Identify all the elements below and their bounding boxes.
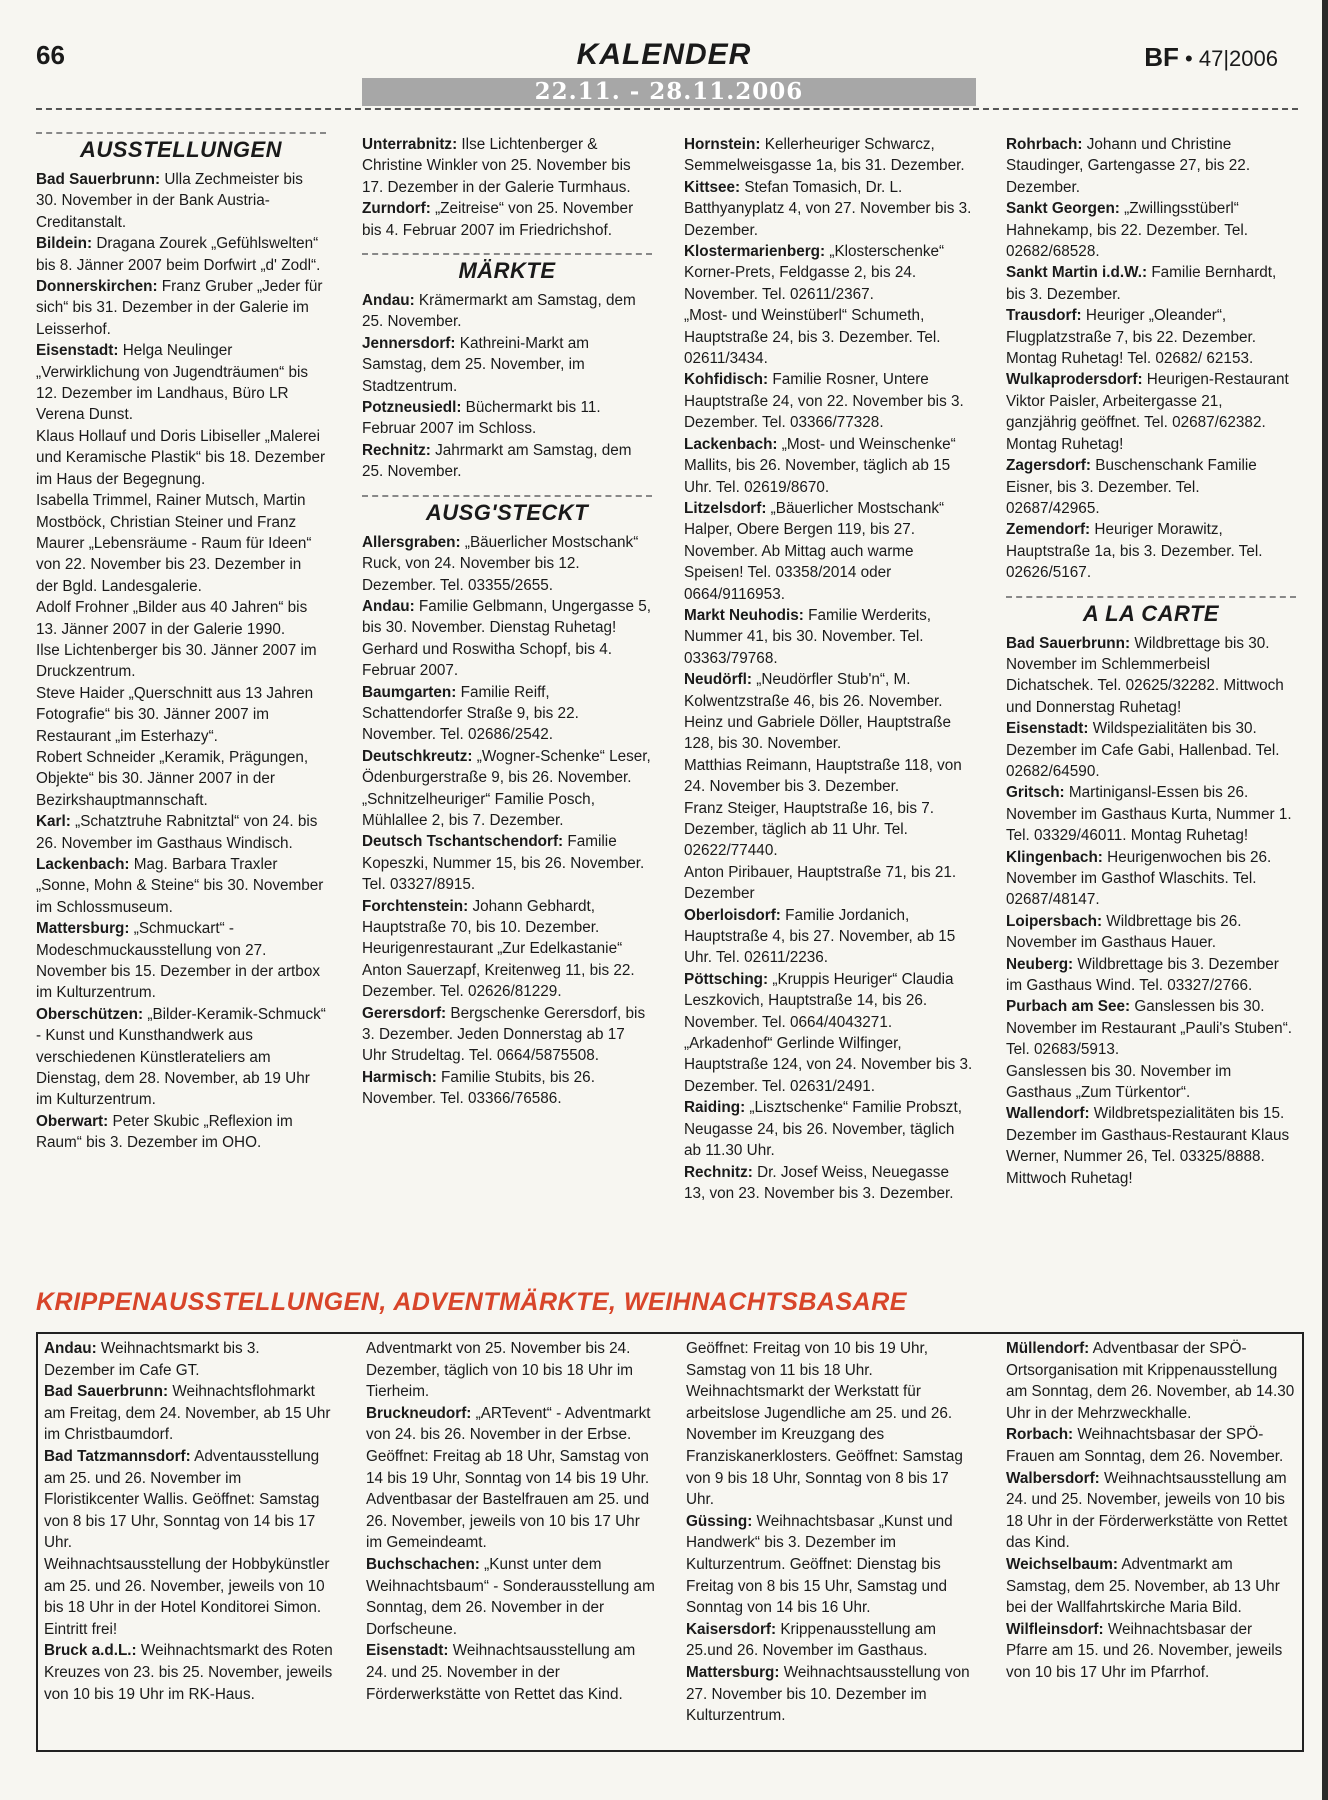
place-name: Bildein:	[36, 235, 93, 253]
listing-text: Jahrmarkt am Samstag, dem 25. November.	[362, 441, 632, 481]
listing-entry	[362, 1067, 652, 1110]
listing-text: „Bilder-Keramik-Schmuck“ - Kunst und Kunsthandwerk aus verschiedenen Künstlerateliers am Dienstag, dem 28. November, ab 19 Uhr im Kulturzentrum.	[36, 1005, 326, 1109]
page-number: 66	[36, 40, 65, 70]
listing-entry	[362, 896, 652, 939]
listing-entry	[36, 747, 326, 811]
listing-entry	[1006, 1424, 1296, 1467]
issue-number: 47|2006	[1198, 46, 1278, 71]
section-header-ausstellungen	[36, 132, 326, 165]
listing-entry	[362, 397, 652, 440]
listing-text: Geöffnet: Freitag von 10 bis 19 Uhr, Samstag von 11 bis 18 Uhr.	[686, 1340, 929, 1379]
listing-entry	[684, 755, 974, 798]
listing-entry	[44, 1554, 334, 1640]
place-name: Karl:	[36, 813, 71, 831]
listing-text: Heurigenwochen bis 26. November im Gasthof Wlaschits. Tel. 02687/48147.	[1006, 848, 1272, 909]
section-title: A LA CARTE	[1082, 600, 1220, 626]
listing-text: Weihnachtsausstellung von 27. November bis 10. Dezember im Kulturzentrum.	[686, 1663, 970, 1725]
listing-entry	[684, 241, 974, 305]
listing-entry	[362, 333, 652, 397]
listing-text: Ilse Lichtenberger bis 30. Jänner 2007 im Druckzentrum.	[36, 641, 317, 681]
listing-entry	[1006, 911, 1296, 954]
place-name: Loipersbach:	[1006, 912, 1103, 930]
place-name: Allersgraben:	[362, 533, 461, 551]
place-name: Zemendorf:	[1006, 521, 1091, 539]
place-name: Purbach am See:	[1006, 998, 1131, 1016]
place-name: Andau:	[362, 292, 415, 310]
place-name: Oberschützen:	[36, 1005, 144, 1023]
listing-text: Familie Reiff, Schattendorfer Straße 9, bis 22. November. Tel. 02686/2542.	[362, 683, 579, 744]
column-2	[362, 134, 652, 1110]
place-name: Eisenstadt:	[36, 342, 119, 360]
listing-text: Weihnachtsausstellung am 24. und 25. November, jeweils von 10 bis 18 Uhr in der Förderwerkstätte von Rettet das Kind.	[1006, 1469, 1288, 1552]
listing-entry	[686, 1381, 976, 1511]
listing-entry	[36, 597, 326, 640]
listing-group	[36, 169, 326, 1154]
listing-text: Weihnachtsflohmarkt am Freitag, dem 24. November, ab 15 Uhr im Christbaumdorf.	[44, 1383, 331, 1444]
listing-text: Johann und Christine Staudinger, Gartengasse 27, bis 22. Dezember.	[1006, 136, 1251, 196]
listing-text: Franz Steiger, Hauptstraße 16, bis 7. Dezember, täglich ab 11 Uhr. Tel. 02622/77440.	[684, 799, 934, 860]
listing-text: Mag. Barbara Traxler „Sonne, Mohn & Steine“ bis 30. November im Schlossmuseum.	[36, 856, 324, 916]
place-name: Kittsee:	[684, 178, 741, 196]
listing-text: Familie Werderits, Nummer 41, bis 30. November. Tel. 03363/79768.	[684, 606, 932, 667]
place-name: Forchtenstein:	[362, 897, 469, 915]
listing-entry	[684, 1162, 974, 1205]
listing-text: Anton Piribauer, Hauptstraße 71, bis 21. Dezember	[684, 863, 957, 903]
listing-entry	[36, 340, 326, 426]
brand-logo: BF	[1144, 42, 1179, 72]
listing-text: „Zwillingsstüberl“ Hahnekamp, bis 22. Dezember. Tel. 02682/68528.	[1006, 200, 1249, 261]
listing-entry	[362, 831, 652, 895]
listing-entry	[362, 290, 652, 333]
listing-text: „Wogner-Schenke“ Leser, Ödenburgerstraße 9, bis 26. November.	[362, 747, 651, 787]
listing-text: Familie Bernhardt, bis 3. Dezember.	[1006, 264, 1277, 303]
header-divider	[36, 108, 1298, 110]
listing-text: Heurigen-Restaurant Viktor Paisler, Arbeitergasse 21, ganzjährig geöffnet. Tel. 02687/62382. Montag Ruhetag!	[1006, 371, 1289, 453]
listing-entry	[36, 169, 326, 233]
listing-entry	[684, 712, 974, 755]
place-name: Deutsch Tschantschendorf:	[362, 833, 564, 851]
listing-entry	[1006, 718, 1296, 782]
listing-text: Weihnachtsmarkt der Werkstatt für arbeitslose Jugendliche am 25. und 26. November im Kreuzgang des Franziskanerklosters. Geöffnet: Samstag von 9 bis 18 Uhr, Sonntag von 8 bis 17 Uhr.	[686, 1383, 963, 1509]
listing-text: Wildbrettage bis 3. Dezember im Gasthaus Wind. Tel. 03327/2766.	[1006, 955, 1279, 995]
listing-entry	[684, 669, 974, 712]
listing-text: Bergschenke Gerersdorf, bis 3. Dezember. Jeden Donnerstag ab 17 Uhr Strudeltag. Tel. 0664/5875508.	[362, 1004, 646, 1065]
place-name: Wilfleinsdorf:	[1006, 1620, 1104, 1638]
listing-entry	[36, 683, 326, 747]
listing-entry	[1006, 847, 1296, 911]
listing-text: Adventmarkt am Samstag, dem 25. November, ab 13 Uhr bei der Wallfahrtskirche Maria Bild.	[1006, 1555, 1280, 1617]
section-header-alacarte	[1006, 596, 1296, 629]
listing-entry	[1006, 1061, 1296, 1104]
listing-text: Franz Gruber „Jeder für sich“ bis 31. Dezember in der Galerie im Leisserhof.	[36, 278, 323, 338]
listing-text: Kellerheuriger Schwarcz, Semmelweisgasse 1a, bis 31. Dezember.	[684, 136, 965, 175]
listing-entry	[1006, 1554, 1296, 1619]
listing-text: Ilse Lichtenberger & Christine Winkler von 25. November bis 17. Dezember in der Galerie Turmhaus.	[362, 136, 631, 196]
listing-text: Klaus Hollauf und Doris Libiseller „Malerei und Keramische Plastik“ bis 18. Dezember im Haus der Begegnung.	[36, 427, 326, 488]
listing-group	[1006, 1338, 1296, 1684]
listing-text: Gerhard und Roswitha Schopf, bis 4. Februar 2007.	[362, 640, 612, 680]
place-name: Pöttsching:	[684, 970, 769, 988]
listing-entry	[1006, 1103, 1296, 1189]
place-name: Bad Sauerbrunn:	[36, 171, 161, 188]
listing-entry	[684, 798, 974, 862]
listing-entry	[362, 682, 652, 746]
place-name: Gerersdorf:	[362, 1004, 447, 1022]
place-name: Zagersdorf:	[1006, 457, 1091, 475]
listing-text: Weihnachtsbasar der SPÖ-Frauen am Sonntag, dem 26. November.	[1006, 1426, 1284, 1465]
listing-entry	[362, 596, 652, 639]
listing-entry	[684, 434, 974, 498]
listing-entry	[1006, 369, 1296, 455]
page-title: KALENDER	[576, 38, 752, 71]
place-name: Harmisch:	[362, 1068, 437, 1086]
listing-group	[366, 1338, 656, 1705]
place-name: Trausdorf:	[1006, 307, 1082, 325]
place-name: Jennersdorf:	[362, 334, 456, 352]
listing-entry	[36, 640, 326, 683]
place-name: Litzelsdorf:	[684, 499, 767, 517]
listing-group	[684, 134, 974, 1204]
listing-entry	[684, 1097, 974, 1161]
listing-text: Heurigenrestaurant „Zur Edelkastanie“ Anton Sauerzapf, Kreitenweg 11, bis 22. Dezember. Tel. 02626/81229.	[362, 940, 635, 1001]
listing-text: Krippenausstellung am 25.und 26. November im Gasthaus.	[686, 1620, 936, 1660]
listing-entry	[36, 276, 326, 340]
listing-entry	[684, 605, 974, 669]
listing-entry	[684, 134, 974, 177]
listing-text: Ganslessen bis 30. November im Gasthaus „Zum Türkentor“.	[1006, 1062, 1232, 1102]
listing-entry	[1006, 519, 1296, 583]
listing-entry	[1006, 1619, 1296, 1684]
listing-entry	[1006, 633, 1296, 719]
listing-entry	[36, 490, 326, 597]
listing-text: Matthias Reimann, Hauptstraße 118, von 24. November bis 3. Dezember.	[684, 756, 962, 796]
place-name: Potzneusiedl:	[362, 399, 462, 417]
listing-text: „Bäuerlicher Mostschank“ Ruck, von 24. November bis 12. Dezember. Tel. 03355/2655.	[362, 533, 639, 594]
listing-entry	[36, 811, 326, 854]
place-name: Raiding:	[684, 1099, 746, 1117]
place-name: Gritsch:	[1006, 784, 1065, 802]
listing-entry	[1006, 305, 1296, 369]
listing-text: „Most- und Weinschenke“ Mallits, bis 26. November, täglich ab 15 Uhr. Tel. 02619/8670.	[684, 435, 956, 496]
listing-text: Adventbasar der Bastelfrauen am 25. und 26. November, jeweils von 10 bis 17 Uhr im Gemeindeamt.	[366, 1491, 650, 1552]
place-name: Oberwart:	[36, 1112, 109, 1130]
listing-entry	[1006, 1338, 1296, 1424]
issue-info	[1144, 42, 1278, 73]
listing-entry	[366, 1554, 656, 1640]
listing-entry	[684, 969, 974, 1033]
column-4	[1006, 134, 1296, 1189]
place-name: Andau:	[362, 597, 415, 615]
place-name: Lackenbach:	[36, 856, 130, 873]
place-name: Hornstein:	[684, 136, 761, 153]
listing-entry	[1006, 134, 1296, 198]
listing-entry	[1006, 1468, 1296, 1554]
listing-text: Adolf Frohner „Bilder aus 40 Jahren“ bis 13. Jänner 2007 in der Galerie 1990.	[36, 599, 308, 638]
place-name: Unterrabnitz:	[362, 136, 458, 153]
place-name: Bad Sauerbrunn:	[1006, 634, 1131, 652]
place-name: Mattersburg:	[36, 920, 130, 938]
listing-text: „Lisztschenke“ Familie Probszt, Neugasse 24, bis 26. November, täglich ab 11.30 Uhr.	[684, 1099, 962, 1160]
listing-text: Wildbrettage bis 26. November im Gasthaus Hauer.	[1006, 912, 1242, 952]
listing-text: „Arkadenhof“ Gerlinde Wilfinger, Hauptstraße 124, von 24. November bis 3. Dezember. Tel. 02631/2491.	[684, 1035, 973, 1095]
listing-text: Martinigansl-Essen bis 26. November im Gasthaus Kurta, Nummer 1. Tel. 03329/46011. Montag Ruhetag!	[1006, 784, 1292, 845]
listing-text: Helga Neulinger „Verwirklichung von Jugendträumen“ bis 12. Dezember im Landhaus, Büro LR Verena Dunst.	[36, 342, 309, 424]
place-name: Neuberg:	[1006, 955, 1074, 973]
listing-entry	[1006, 782, 1296, 846]
listing-text: Büchermarkt bis 11. Februar 2007 im Schloss.	[362, 399, 601, 438]
listing-entry	[362, 198, 652, 241]
place-name: Rorbach:	[1006, 1426, 1074, 1444]
place-name: Sankt Martin i.d.W.:	[1006, 264, 1148, 282]
place-name: Wallendorf:	[1006, 1105, 1090, 1123]
listing-entry	[44, 1446, 334, 1554]
place-name: Müllendorf:	[1006, 1340, 1090, 1357]
listing-text: Krämermarkt am Samstag, dem 25. November.	[362, 292, 636, 331]
listing-text: Familie Kopeszki, Nummer 15, bis 26. November. Tel. 03327/8915.	[362, 833, 645, 894]
listing-text: Heuriger „Oleander“, Flugplatzstraße 7, bis 22. Dezember. Montag Ruhetag! Tel. 02682/ 62153.	[1006, 307, 1256, 368]
place-name: Rechnitz:	[684, 1163, 753, 1181]
place-name: Bruckneudorf:	[366, 1404, 472, 1422]
place-name: Baumgarten:	[362, 683, 457, 701]
listing-entry	[684, 305, 974, 369]
listing-text: Ganslessen bis 30. November im Restaurant „Pauli's Stuben“. Tel. 02683/5913.	[1006, 998, 1293, 1059]
listing-text: Kathreini-Markt am Samstag, dem 25. November, im Stadtzentrum.	[362, 334, 589, 395]
bottom-column-2	[366, 1338, 656, 1705]
listing-entry	[684, 177, 974, 241]
listing-text: Adventmarkt von 25. November bis 24. Dezember, täglich von 10 bis 18 Uhr im Tierheim.	[366, 1340, 633, 1401]
place-name: Bad Sauerbrunn:	[44, 1383, 169, 1401]
listing-entry	[686, 1662, 976, 1727]
listing-text: Familie Stubits, bis 26. November. Tel. 03366/76586.	[362, 1068, 595, 1108]
place-name: Rohrbach:	[1006, 136, 1083, 153]
place-name: Zurndorf:	[362, 200, 431, 218]
listing-text: Wildspezialitäten bis 30. Dezember im Cafe Gabi, Hallenbad. Tel. 02682/64590.	[1006, 720, 1280, 780]
listing-entry	[686, 1338, 976, 1381]
listing-text: Weihnachtsbasar der Pfarre am 15. und 26. November, jeweils von 10 bis 17 Uhr im Pfarrhof.	[1006, 1620, 1283, 1681]
listing-text: „Neudörfler Stub'n“, M. Kolwentzstraße 46, bis 26. November.	[684, 671, 943, 710]
listing-group	[362, 532, 652, 1110]
listing-text: Weihnachtsmarkt bis 3. Dezember im Cafe GT.	[44, 1340, 260, 1379]
place-name: Wulkaprodersdorf:	[1006, 371, 1143, 389]
listing-group	[686, 1338, 976, 1727]
place-name: Güssing:	[686, 1512, 753, 1530]
place-name: Klostermarienberg:	[684, 243, 826, 261]
place-name: Eisenstadt:	[1006, 720, 1089, 738]
listing-entry	[1006, 262, 1296, 305]
section-header-ausgsteckt	[362, 495, 652, 528]
listing-text: Wildbretspezialitäten bis 15. Dezember im Gasthaus-Restaurant Klaus Werner, Nummer 26, Tel. 03325/8888. Mittwoch Ruhetag!	[1006, 1105, 1290, 1187]
listing-entry	[44, 1381, 334, 1446]
date-range-band: 22.11. - 28.11.2006	[362, 78, 976, 106]
place-name: Bad Tatzmannsdorf:	[44, 1447, 191, 1465]
listing-text: Adventbasar der SPÖ-Ortsorganisation mit Krippenausstellung am Sonntag, dem 26. November, ab 14.30 Uhr in der Mehrzweckhalle.	[1006, 1340, 1295, 1422]
listing-group	[44, 1338, 334, 1705]
krippen-heading: KRIPPENAUSSTELLUNGEN, ADVENTMÄRKTE, WEIHNACHTSBASARE	[36, 1288, 907, 1316]
column-1	[36, 134, 326, 1154]
listing-text: Familie Gelbmann, Ungergasse 5, bis 30. November. Dienstag Ruhetag!	[362, 597, 652, 637]
listing-entry	[684, 369, 974, 433]
place-name: Weichselbaum:	[1006, 1555, 1118, 1573]
listing-text: Weihnachtsbasar „Kunst und Handwerk“ bis 3. Dezember im Kulturzentrum. Geöffnet: Dienstag bis Freitag von 8 bis 15 Uhr, Samstag und Sonntag von 14 bis 16 Uhr.	[686, 1512, 953, 1617]
bottom-column-3	[686, 1338, 976, 1727]
listing-text: Wildbrettage bis 30. November im Schlemmerbeisl Dichatschek. Tel. 02625/32282. Mittwoch und Donnerstag Ruhetag!	[1006, 634, 1284, 716]
listing-text: „Kunst unter dem Weihnachtsbaum“ - Sonderausstellung am Sonntag, dem 26. November in der Dorfscheune.	[366, 1555, 655, 1638]
listing-text: „Schmuckart“ - Modeschmuckausstellung von 27. November bis 15. Dezember in der artbox im Kulturzentrum.	[36, 920, 320, 1002]
listing-entry	[362, 440, 652, 483]
place-name: Donnerskirchen:	[36, 278, 158, 296]
place-name: Buchschachen:	[366, 1555, 480, 1573]
listing-entry	[362, 938, 652, 1002]
listing-text: Dr. Josef Weiss, Neuegasse 13, von 23. November bis 3. Dezember.	[684, 1163, 954, 1202]
listing-entry	[362, 746, 652, 789]
listing-entry	[686, 1619, 976, 1662]
listing-entry	[36, 854, 326, 918]
listing-text: „Bäuerlicher Mostschank“ Halper, Obere Bergen 119, bis 27. November. Ab Mittag auch warme Speisen! Tel. 03358/2014 oder 0664/9116953.	[684, 499, 945, 603]
place-name: Kohfidisch:	[684, 371, 769, 389]
section-title: AUSG'STECKT	[425, 499, 589, 525]
listing-entry	[362, 532, 652, 596]
place-name: Deutschkreutz:	[362, 747, 473, 765]
listing-text: „Klosterschenke“ Korner-Prets, Feldgasse 2, bis 24. November. Tel. 02611/2367.	[684, 243, 945, 303]
listing-entry	[362, 1003, 652, 1067]
page-edge-shadow	[1322, 0, 1328, 1800]
place-name: Sankt Georgen:	[1006, 200, 1120, 218]
section-header-maerkte	[362, 253, 652, 286]
section-title: AUSSTELLUNGEN	[79, 137, 283, 162]
listing-text: Heuriger Morawitz, Hauptstraße 1a, bis 3. Dezember. Tel. 02626/5167.	[1006, 521, 1263, 582]
listing-entry	[362, 639, 652, 682]
listing-text: Ulla Zechmeister bis 30. November in der Bank Austria-Creditanstalt.	[36, 171, 303, 231]
listing-text: Familie Jordanich, Hauptstraße 4, bis 27. November, ab 15 Uhr. Tel. 02611/2236.	[684, 906, 956, 967]
place-name: Markt Neuhodis:	[684, 606, 804, 624]
column-3	[684, 134, 974, 1204]
listing-group	[1006, 134, 1296, 584]
listing-entry	[44, 1640, 334, 1705]
listing-text: Peter Skubic „Reflexion im Raum“ bis 3. Dezember im OHO.	[36, 1112, 293, 1152]
listing-text: Steve Haider „Querschnitt aus 13 Jahren Fotografie“ bis 30. Jänner 2007 im Restaurant „im Esterhazy“.	[36, 684, 314, 745]
listing-text: Buschenschank Familie Eisner, bis 3. Dezember. Tel. 02687/42965.	[1006, 457, 1257, 517]
listing-entry	[686, 1511, 976, 1619]
place-name: Andau:	[44, 1340, 97, 1357]
place-name: Oberloisdorf:	[684, 906, 781, 924]
listing-entry	[362, 789, 652, 832]
listing-entry	[366, 1640, 656, 1705]
listing-entry	[684, 1033, 974, 1097]
place-name: Kaisersdorf:	[686, 1620, 777, 1638]
listing-text: Isabella Trimmel, Rainer Mutsch, Martin Mostböck, Christian Steiner und Franz Maurer „Lebensräume - Raum für Ideen“ von 22. November bis 23. Dezember in der Bgld. Landesgalerie.	[36, 492, 312, 595]
listing-text: Weihnachtsausstellung der Hobbykünstler am 25. und 26. November, jeweils von 10 bis 18 Uhr in der Hotel Konditorei Simon. Eintritt frei!	[44, 1555, 330, 1638]
place-name: Lackenbach:	[684, 435, 778, 453]
listing-entry	[36, 1111, 326, 1154]
listing-text: Dragana Zourek „Gefühlswelten“ bis 8. Jänner 2007 beim Dorfwirt „d' Zodl“.	[36, 235, 321, 274]
bottom-column-4	[1006, 1338, 1296, 1684]
bottom-column-1	[44, 1338, 334, 1705]
listing-text: Weihnachtsausstellung am 24. und 25. November in der Förderwerkstätte von Rettet das Kind.	[366, 1642, 636, 1703]
listing-text: Robert Schneider „Keramik, Prägungen, Objekte“ bis 30. Jänner 2007 in der Bezirkshauptmannschaft.	[36, 748, 309, 809]
listing-text: „Most- und Weinstüberl“ Schumeth, Hauptstraße 24, bis 3. Dezember. Tel. 02611/3434.	[684, 307, 941, 368]
listing-entry	[36, 426, 326, 490]
listing-entry	[362, 134, 652, 198]
listing-entry	[366, 1403, 656, 1489]
listing-text: Stefan Tomasich, Dr. L. Batthyanyplatz 4, von 27. November bis 3. Dezember.	[684, 178, 972, 239]
listing-text: „ARTevent“ - Adventmarkt von 24. bis 26. November in der Erbse. Geöffnet: Freitag ab 18 Uhr, Samstag von 14 bis 19 Uhr, Sonntag von 14 bis 19 Uhr.	[366, 1404, 651, 1487]
place-name: Mattersburg:	[686, 1663, 780, 1681]
listing-group	[362, 290, 652, 483]
listing-entry	[1006, 954, 1296, 997]
listing-group	[362, 134, 652, 241]
listing-entry	[36, 233, 326, 276]
place-name: Klingenbach:	[1006, 848, 1103, 866]
place-name: Rechnitz:	[362, 441, 431, 459]
listing-text: Weihnachtsmarkt des Roten Kreuzes von 23. bis 25. November, jeweils von 10 bis 19 Uhr im RK-Haus.	[44, 1642, 333, 1703]
listing-entry	[44, 1338, 334, 1381]
listing-text: Heinz und Gabriele Döller, Hauptstraße 128, bis 30. November.	[684, 713, 951, 753]
listing-entry	[684, 498, 974, 605]
place-name: Walbersdorf:	[1006, 1469, 1100, 1487]
listing-entry	[1006, 198, 1296, 262]
listing-text: Familie Rosner, Untere Hauptstraße 24, von 22. November bis 3. Dezember. Tel. 03366/77328.	[684, 371, 964, 432]
listing-text: „Kruppis Heuriger“ Claudia Leszkovich, Hauptstraße 14, bis 26. November. Tel. 0664/4043271.	[684, 970, 954, 1031]
place-name: Neudörfl:	[684, 671, 752, 689]
section-title: MÄRKTE	[458, 258, 556, 284]
brand-separator: •	[1185, 46, 1193, 71]
listing-entry	[684, 905, 974, 969]
place-name: Bruck a.d.L.:	[44, 1642, 137, 1660]
listing-text: „Schnitzelheuriger“ Familie Posch, Mühlallee 2, bis 7. Dezember.	[362, 790, 595, 829]
listing-entry	[36, 1004, 326, 1111]
listing-entry	[36, 918, 326, 1004]
listing-entry	[1006, 455, 1296, 519]
listing-entry	[1006, 996, 1296, 1060]
listing-text: Adventausstellung am 25. und 26. November im Floristikcenter Wallis. Geöffnet: Samstag von 8 bis 17 Uhr, Sonntag von 14 bis 17 Uhr.	[44, 1447, 320, 1552]
listing-text: „Zeitreise“ von 25. November bis 4. Februar 2007 im Friedrichshof.	[362, 200, 634, 239]
place-name: Eisenstadt:	[366, 1642, 449, 1660]
listing-text: „Schatztruhe Rabnitztal“ von 24. bis 26. November im Gasthaus Windisch.	[36, 813, 318, 852]
listing-entry	[366, 1489, 656, 1554]
listing-entry	[366, 1338, 656, 1403]
listing-entry	[684, 862, 974, 905]
listing-text: Johann Gebhardt, Hauptstraße 70, bis 10. Dezember.	[362, 897, 600, 936]
listing-group	[1006, 633, 1296, 1190]
